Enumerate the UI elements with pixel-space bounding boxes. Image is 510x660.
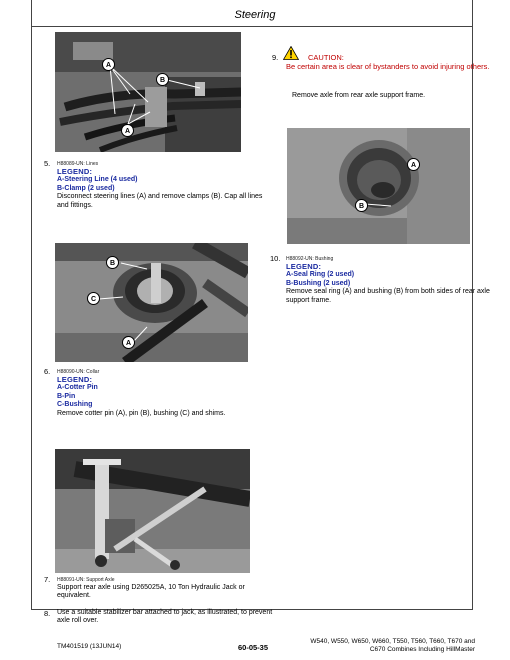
photo-caption: H88092-UN: Bushing — [286, 256, 334, 262]
footer-models-line1: W540, W550, W650, W660, T550, T560, T660, T670 and — [310, 638, 475, 645]
step-text: Disconnect steering lines (A) and remove clamps (B). Cap all lines and fittings. — [57, 193, 263, 209]
step-number: 6. — [44, 367, 51, 376]
legend-title: LEGEND: — [57, 167, 93, 176]
callout-b: B — [355, 199, 368, 212]
step7-text-block — [57, 584, 272, 601]
caution-block — [286, 53, 498, 71]
step-number: 10. — [270, 254, 281, 263]
legend-item: C-Bushing — [57, 401, 93, 409]
step-text: Use a suitable stabilizer bar attached to jack, as illustrated, to prevent axle roll over. — [57, 609, 273, 625]
photo-support-axle — [55, 449, 250, 573]
callout-b: B — [106, 256, 119, 269]
footer-doc-id: TM401519 (13JUN14) — [57, 643, 122, 650]
legend-step5 — [57, 168, 272, 210]
callout-a: A — [102, 58, 115, 71]
photo-caption: H88090-UN: Collar — [57, 369, 100, 375]
step-text: Support rear axle using D265025A, 10 Ton Hydraulic Jack or equivalent. — [57, 584, 245, 600]
step-number: 8. — [44, 609, 51, 618]
legend-title: LEGEND: — [286, 262, 322, 271]
header-rule — [31, 26, 472, 27]
photo-collar — [55, 243, 248, 362]
footer-models — [300, 638, 475, 654]
photo-lines — [55, 32, 241, 152]
photo-bushing — [287, 128, 470, 244]
legend-step6 — [57, 376, 272, 418]
legend-item: A-Cotter Pin — [57, 384, 98, 392]
step-number: 9. — [272, 53, 279, 62]
step-text: Remove seal ring (A) and bushing (B) from both sides of rear axle support frame. — [286, 288, 490, 304]
photo-caption: H88091-UN: Support Axle — [57, 577, 115, 583]
legend-title: LEGEND: — [57, 375, 93, 384]
step-number: 5. — [44, 159, 51, 168]
step-text: Remove axle from rear axle support frame. — [292, 92, 426, 99]
legend-item: A-Steering Line (4 used) — [57, 176, 138, 184]
step-number: 7. — [44, 575, 51, 584]
photo-caption: H88089-UN: Lines — [57, 161, 99, 167]
legend-item: B-Bushing (2 used) — [286, 279, 351, 287]
page-title: Steering — [234, 9, 276, 21]
step9-text-block — [292, 92, 492, 100]
callout-a: A — [122, 336, 135, 349]
step-text: Remove cotter pin (A), pin (B), bushing (C) and shims. — [57, 409, 226, 417]
legend-step10 — [286, 263, 496, 305]
footer-page-number: 60-05-35 — [238, 643, 269, 652]
legend-item: A-Seal Ring (2 used) — [286, 271, 355, 279]
callout-a: A — [407, 158, 420, 171]
caution-text: Be certain area is clear of bystanders to avoid injuring others. — [286, 62, 490, 71]
callout-a: A — [121, 124, 134, 137]
callout-b: B — [156, 73, 169, 86]
footer-models-line2: C670 Combines Including HillMaster — [369, 646, 475, 653]
caution-label: CAUTION: — [308, 53, 344, 62]
step8-text-block — [57, 609, 277, 626]
legend-item: B-Clamp (2 used) — [57, 184, 115, 192]
legend-item: B-Pin — [57, 392, 76, 400]
callout-c: C — [87, 292, 100, 305]
